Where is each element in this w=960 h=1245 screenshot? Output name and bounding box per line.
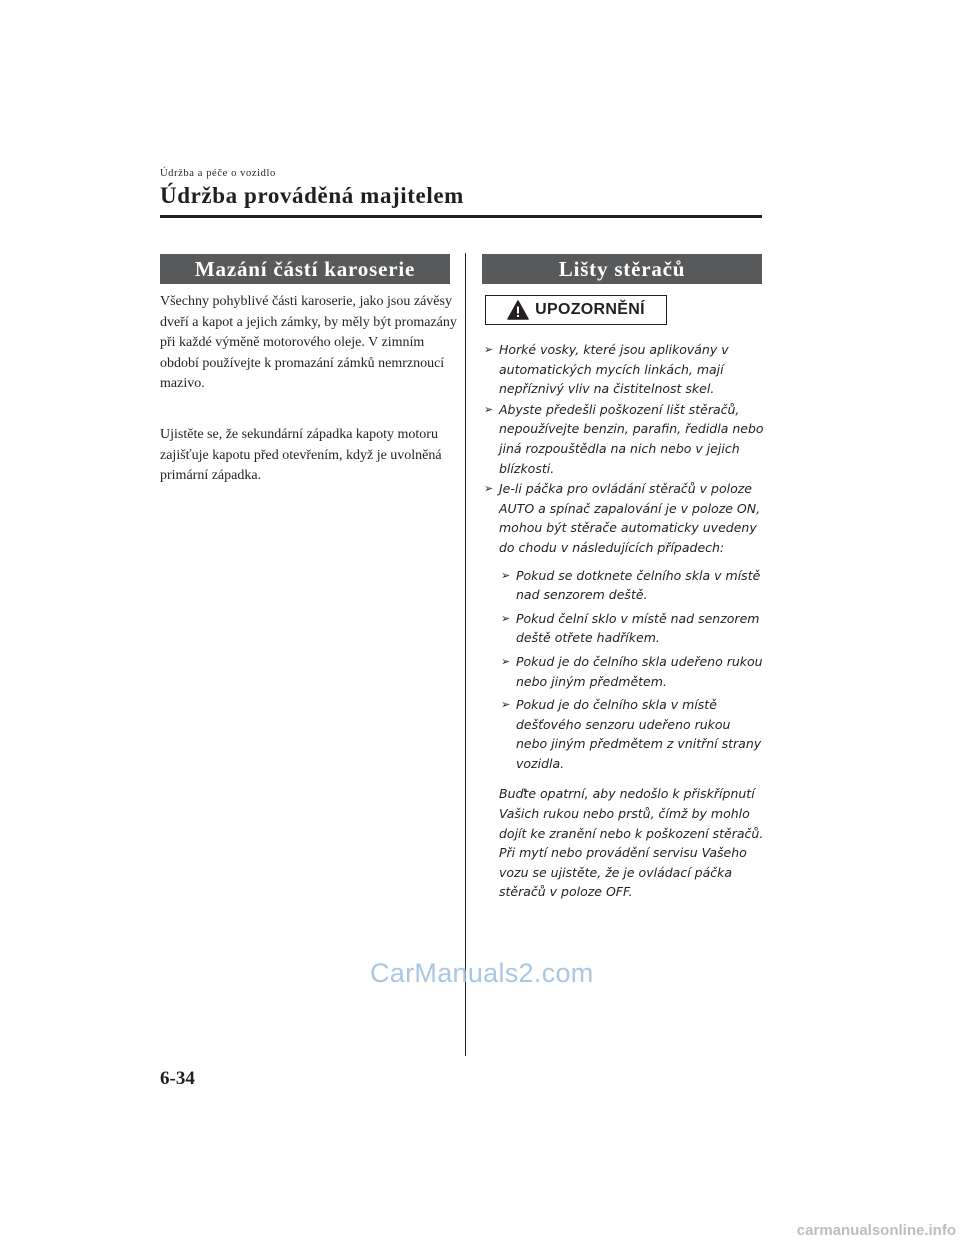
watermark: CarManuals2.com xyxy=(370,958,594,988)
section-heading-body-lubrication: Mazání částí karoserie xyxy=(160,254,450,284)
section-heading-wiper-blades: Lišty stěračů xyxy=(482,254,762,284)
arrow-bullet-icon: ➢ xyxy=(484,343,494,356)
sublist-item xyxy=(499,695,764,773)
warning-list xyxy=(482,340,764,903)
sublist xyxy=(499,566,764,774)
arrow-bullet-icon: ➢ xyxy=(501,698,511,712)
warning-label: UPOZORNĚNÍ xyxy=(535,301,645,318)
list-item xyxy=(482,340,764,399)
list-item xyxy=(482,400,764,478)
sublist-item-text: Pokud čelní sklo v místě nad senzorem deště otřete hadříkem. xyxy=(516,610,760,646)
arrow-bullet-icon: ➢ xyxy=(501,654,511,668)
arrow-bullet-icon: ➢ xyxy=(484,482,494,496)
sublist-item xyxy=(499,652,764,691)
arrow-bullet-icon: ➢ xyxy=(501,568,511,582)
sublist-item xyxy=(499,566,764,605)
list-item-text: Je-li páčka pro ovládání stěračů v poloze AUTO a spínač zapalování je v poloze ON, mohou být stěrače automaticky uvedeny do chodu v následujících případech: xyxy=(499,481,761,555)
page-number: 6-34 xyxy=(160,1068,195,1089)
warning-box xyxy=(485,295,667,325)
warning-note: Buďte opatrní, aby nedošlo k přiskřípnutí Vašich rukou nebo prstů, čímž by mohlo dojít ke zranění nebo k poškození stěračů. Při mytí nebo provádění servisu Vašeho vozu se ujistěte, že je ovládací páčka stěračů v poloze OFF. xyxy=(499,786,764,900)
title-divider xyxy=(160,215,762,218)
body-paragraph: Ujistěte se, že sekundární západka kapoty motoru zajišťuje kapotu před otevřením, když je uvolněná primární západka. xyxy=(160,427,442,483)
list-item-text: Abyste předešli poškození lišt stěračů, nepoužívejte benzin, parafin, ředidla nebo jiná rozpouštědla na nich nebo v jejich blízkosti. xyxy=(499,401,764,476)
arrow-bullet-icon: ➢ xyxy=(484,402,494,416)
sublist-item xyxy=(499,609,764,648)
footer-watermark: carmanualsonline.info xyxy=(796,1222,956,1239)
breadcrumb: Údržba a péče o vozidlo xyxy=(160,168,276,179)
column-divider xyxy=(465,253,466,1056)
list-item xyxy=(482,479,764,902)
body-paragraph: Všechny pohyblivé části karoserie, jako jsou závěsy dveří a kapot a jejich zámky, by měly být promazány při každé výměně motorového oleje. V zimním období používejte k promazání zámků nemrznoucí mazivo. xyxy=(160,294,457,391)
warning-triangle-icon xyxy=(507,300,529,320)
page-title: Údržba prováděná majitelem xyxy=(160,183,464,208)
list-item-text: Horké vosky, které jsou aplikovány v automatických mycích linkách, mají nepříznivý vliv na čistitelnost skel. xyxy=(499,342,729,397)
sublist-item-text: Pokud je do čelního skla v místě dešťového senzoru udeřeno rukou nebo jiným předmětem z vnitřní strany vozidla. xyxy=(516,697,762,771)
arrow-bullet-icon: ➢ xyxy=(501,611,511,625)
sublist-item-text: Pokud se dotknete čelního skla v místě nad senzorem deště. xyxy=(516,567,761,603)
sublist-item-text: Pokud je do čelního skla udeřeno rukou nebo jiným předmětem. xyxy=(516,653,763,689)
